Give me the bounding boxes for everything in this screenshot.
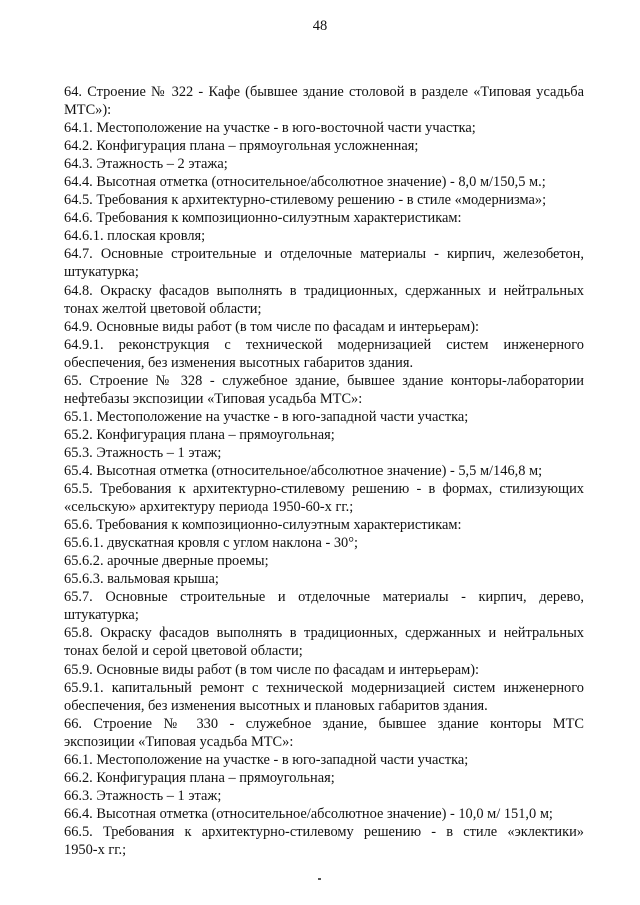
text-line: 65.6.3. вальмовая крыша; [64,571,219,588]
text-line: «сельскую» архитектуру периода 1950-60-х гг.; [64,499,354,516]
text-line: обеспечения, без изменения высотных габаритов здания. [64,354,414,371]
text-line: 64.8. Окраску фасадов выполнять в традиционных, сдержанных и нейтральных [64,282,584,299]
text-line: 64.5. Требования к архитектурно-стилевому решению - в стиле «модернизма»; [64,192,547,209]
page-number: 48 [312,18,328,34]
text-line: 64.2. Конфигурация плана – прямоугольная усложненная; [64,138,419,155]
text-line: 64.6. Требования к композиционно-силуэтным характеристикам: [64,210,462,227]
text-line: 66.2. Конфигурация плана – прямоугольная; [64,769,335,786]
text-line: 65. Строение № 328 - служебное здание, бывшее здание конторы-лаборатории [64,372,584,389]
text-line: 65.6. Требования к композиционно-силуэтным характеристикам: [64,517,462,534]
text-line: 1950-х гг.; [64,841,127,858]
text-line: 64.9.1. реконструкция с технической модернизацией систем инженерного [64,336,584,353]
text-line: 66.4. Высотная отметка (относительное/абсолютное значение) - 10,0 м/ 151,0 м; [64,805,553,822]
text-line: 65.9.1. капитальный ремонт с технической модернизацией систем инженерного [64,679,584,696]
text-line: 65.6.2. арочные дверные проемы; [64,553,269,570]
text-line: нефтебазы экспозиции «Типовая усадьба МТС»: [64,390,363,407]
text-line: 64.4. Высотная отметка (относительное/абсолютное значение) - 8,0 м/150,5 м.; [64,174,546,191]
document-body [64,83,584,859]
text-line: 65.5. Требования к архитектурно-стилевому решению - в формах, стилизующих [64,481,584,498]
text-line: 65.1. Местоположение на участке - в юго-западной части участка; [64,408,469,425]
text-line: обеспечения, без изменения высотных и плановых габаритов здания. [64,697,488,714]
text-line: 65.6.1. двускатная кровля с углом наклона - 30°; [64,535,358,552]
text-line: 65.3. Этажность – 1 этаж; [64,444,222,461]
scan-speck [318,878,321,880]
text-line: 65.7. Основные строительные и отделочные материалы - кирпич, дерево, [64,589,584,606]
text-line: 64.6.1. плоская кровля; [64,228,206,245]
text-line: 66.3. Этажность – 1 этаж; [64,787,222,804]
text-line: 65.4. Высотная отметка (относительное/абсолютное значение) - 5,5 м/146,8 м; [64,462,543,479]
text-line: МТС»): [64,102,112,119]
text-line: 65.2. Конфигурация плана – прямоугольная; [64,426,335,443]
text-line: 65.9. Основные виды работ (в том числе по фасадам и интерьерам): [64,661,480,678]
text-line: 64.3. Этажность – 2 этажа; [64,156,228,173]
text-line: 66.5. Требования к архитектурно-стилевому решению - в стиле «эклектики» [64,823,584,840]
text-line: тонах белой и серой цветовой области; [64,643,303,660]
text-line: 66. Строение № 330 - служебное здание, бывшее здание конторы МТС [64,715,584,732]
text-line: штукатурка; [64,264,139,281]
text-line: 64.9. Основные виды работ (в том числе по фасадам и интерьерам): [64,318,480,335]
text-line: 64. Строение № 322 - Кафе (бывшее здание столовой в разделе «Типовая усадьба [64,84,584,100]
text-line: 64.1. Местоположение на участке - в юго-восточной части участка; [64,120,476,137]
text-line: тонах желтой цветовой области; [64,300,262,317]
text-line: штукатурка; [64,607,139,624]
text-line: 64.7. Основные строительные и отделочные материалы - кирпич, железобетон, [64,246,584,263]
text-line: 66.1. Местоположение на участке - в юго-западной части участка; [64,751,469,768]
text-line: 65.8. Окраску фасадов выполнять в традиционных, сдержанных и нейтральных [64,625,584,642]
text-line: экспозиции «Типовая усадьба МТС»: [64,733,294,750]
